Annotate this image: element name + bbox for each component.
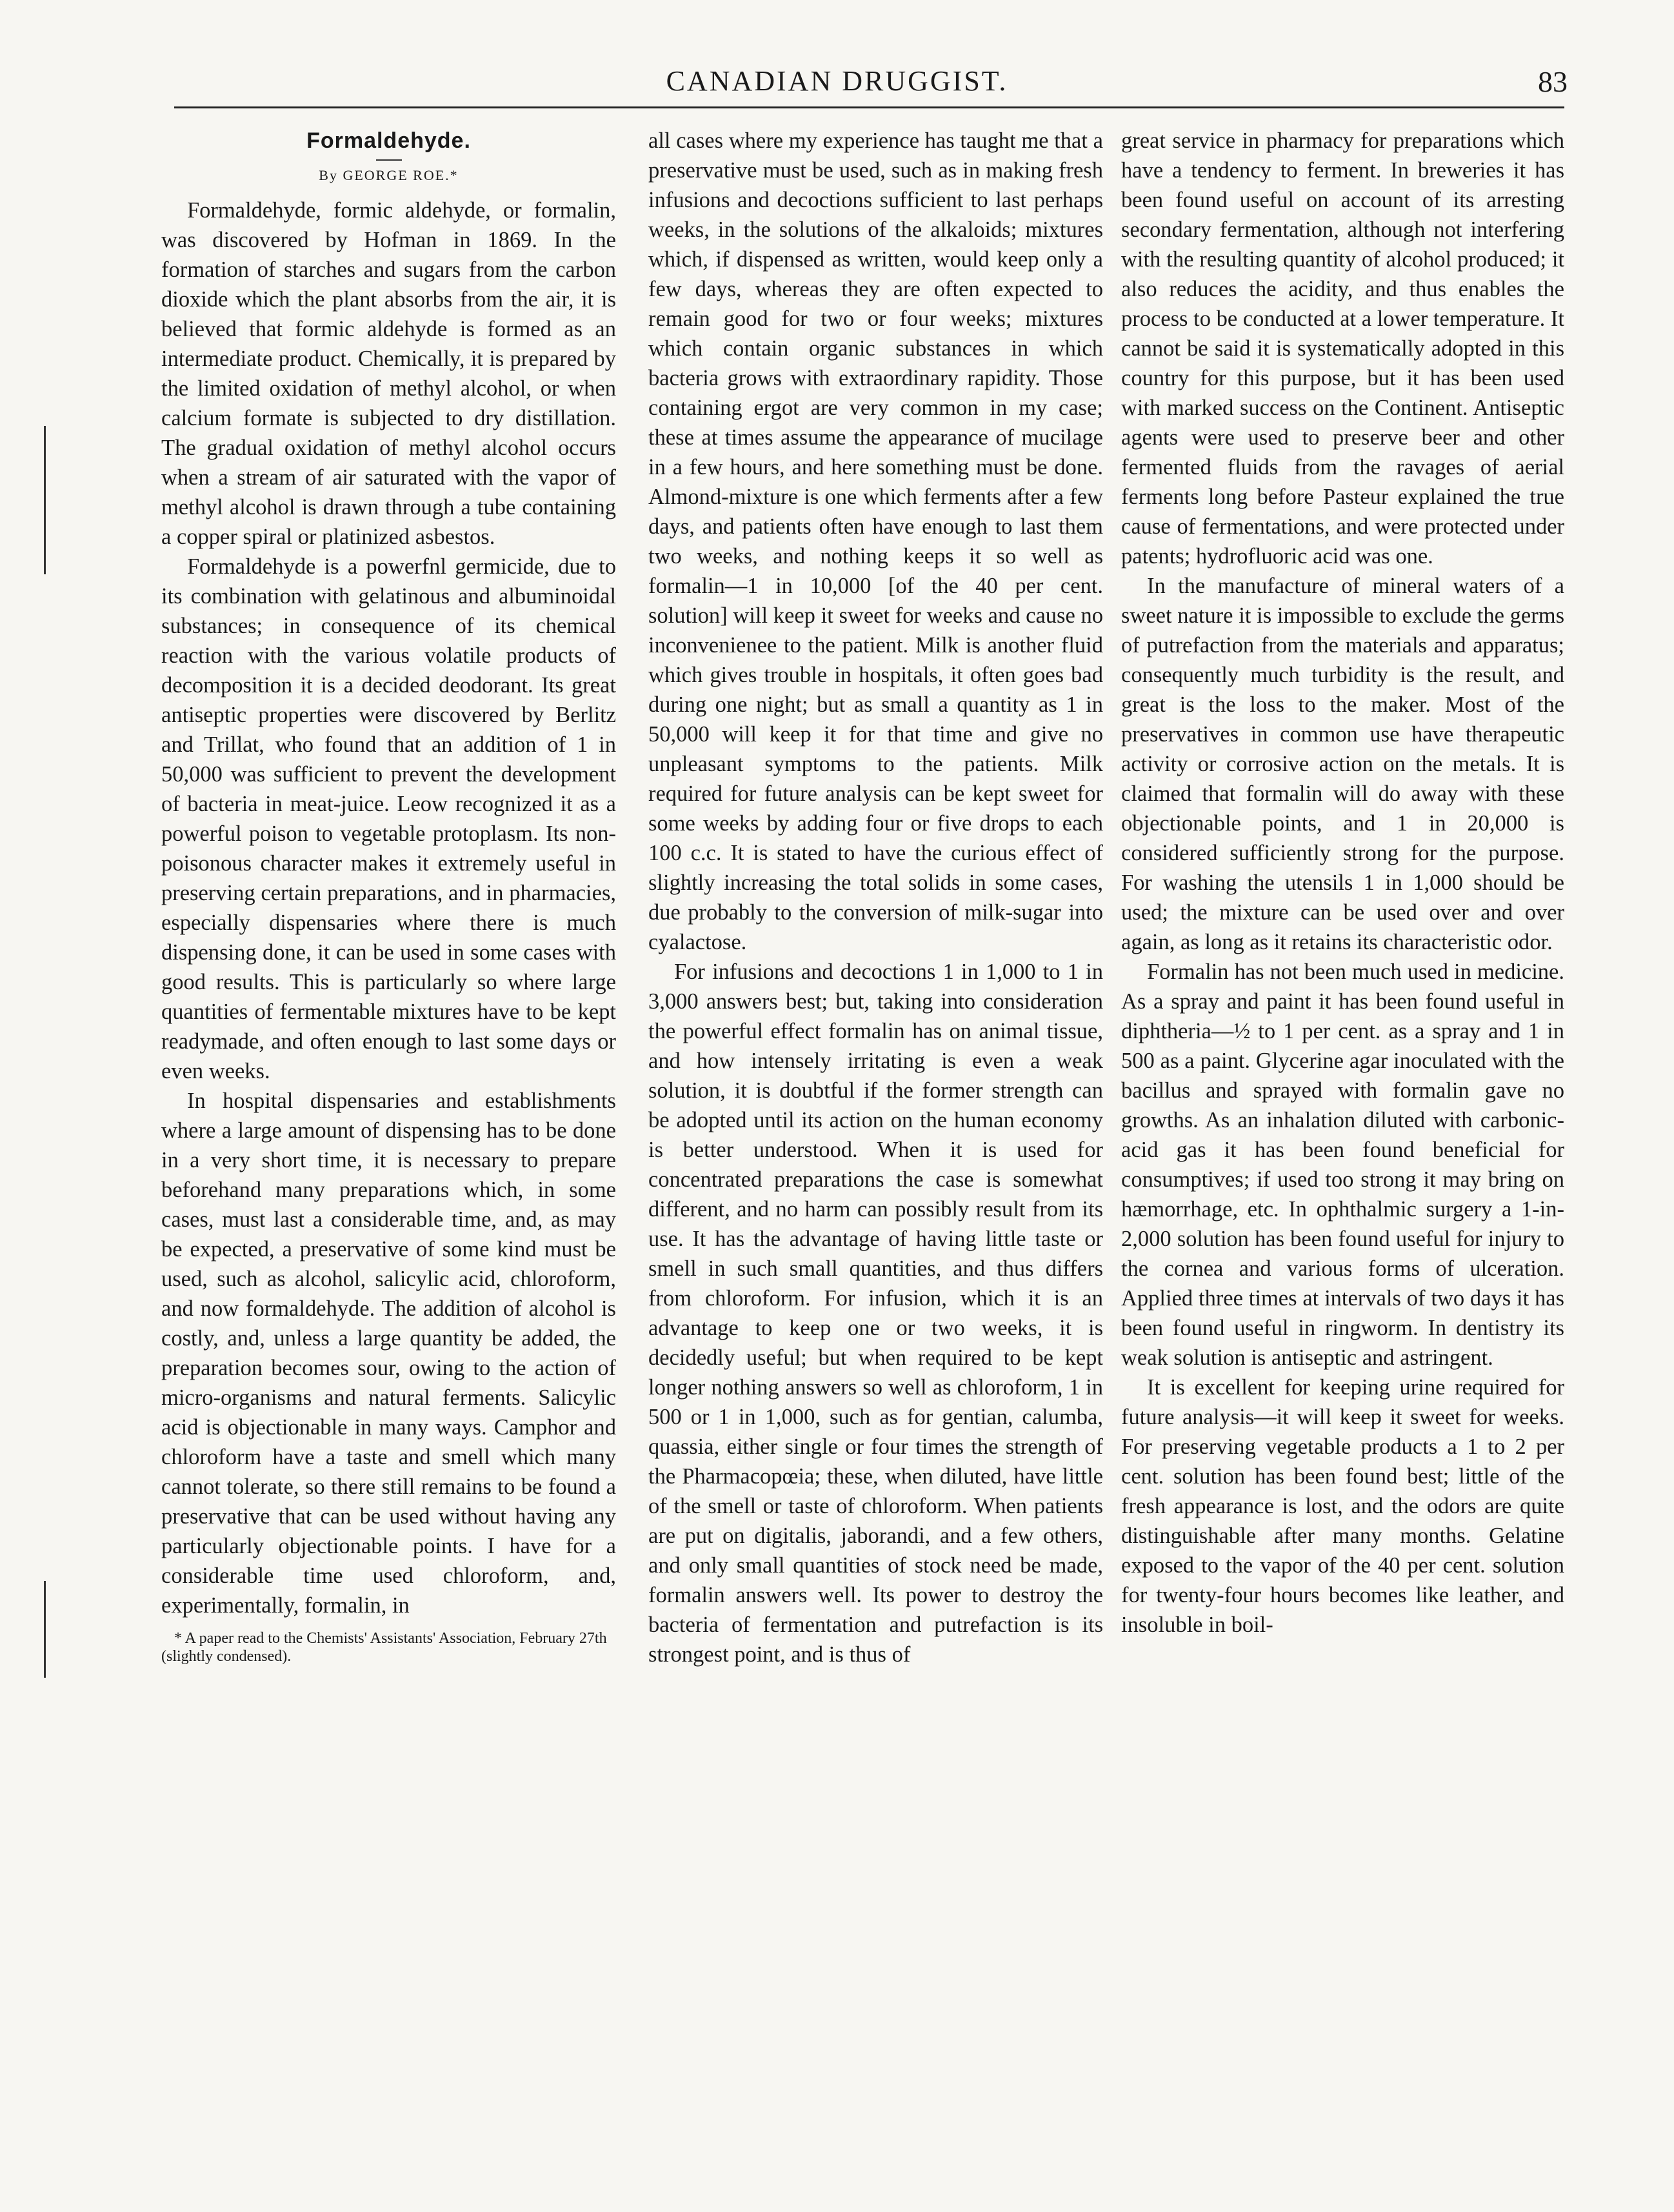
paragraph: Formalin has not been much used in medicine. As a spray and paint it has been found useful in diphtheria—½ to 1 per cent. as a spray and 1 in 500 as a paint. Glycerine agar inoculated with the bacillus and sprayed with formalin gave no growths. As an inhalation diluted with carbonic-acid gas it has been found beneficial for consumptives; if used too strong it may bring on hæmorrhage, etc. In ophthalmic surgery a 1-in-2,000 solution has been found useful for injury to the cornea and various forms of ulceration. Applied three times at intervals of two days it has been found useful in ringworm. In dentistry its weak solution is antiseptic and astringent.	[1121, 960, 1564, 1370]
paragraph: Formaldehyde, formic aldehyde, or formalin, was discovered by Hofman in 1869. In the formation of starches and sugars from the carbon dioxide which the plant absorbs from the air, it is believed that formic aldehyde is formed as an intermediate product. Chemically, it is prepared by the limited oxidation of methyl alcohol, or when calcium formate is subjected to dry distillation. The gradual oxidation of methyl alcohol occurs when a stream of air saturated with the vapor of methyl alcohol is drawn through a tube containing a copper spiral or platinized asbestos.	[161, 198, 616, 549]
column-3	[1121, 126, 1564, 1640]
margin-mark	[44, 1581, 46, 1678]
header-rule	[174, 106, 1564, 108]
paragraph: all cases where my experience has taught me that a preservative must be used, such as in making fresh infusions and decoctions sufficient to last perhaps weeks, in the solutions of the alkaloids; mixtures which, if dispensed as written, would keep only a few days, whereas they are often expected to remain good for two or four weeks; mixtures which contain organic substances in which bacteria grows with extraordinary rapidity. Those containing ergot are very common in my case; these at times assume the appearance of mucilage in a few hours, and here something must be done. Almond-mixture is one which ferments after a few days, and patients often have enough to last them two weeks, and nothing keeps it so well as formalin—1 in 10,000 [of the 40 per cent. solution] will keep it sweet for weeks and cause no inconvenienee to the patient. Milk is another fluid which gives trouble in hospitals, it often goes bad during one night; but as small a quantity as 1 in 50,000 will keep it for that time and give no unpleasant symptoms to the patients. Milk required for future analysis can be kept sweet for some weeks by adding four or five drops to each 100 c.c. It is stated to have the curious effect of slightly increasing the total solids in some cases, due probably to the conversion of milk-sugar into cyalactose.	[648, 128, 1103, 954]
column-1	[161, 126, 616, 1665]
paragraph: For infusions and decoctions 1 in 1,000 to 1 in 3,000 answers best; but, taking into consideration the powerful effect formalin has on animal tissue, and how intensely irritating is even a weak solution, it is doubtful if the former strength can be adopted until its action on the human economy is better understood. When it is used for concentrated preparations the case is somewhat different, and no harm can possibly result from its use. It has the advantage of having little taste or smell in such small quantities, and thus differs from chloroform. For infusion, which it is an advantage to keep one or two weeks, it is decidedly useful; but when required to be kept longer nothing answers so well as chloroform, 1 in 500 or 1 in 1,000, such as for gentian, calumba, quassia, either single or four times the strength of the Pharmacopœia; these, when diluted, have little of the smell or taste of chloroform. When patients are put on digitalis, jaborandi, and a few others, and only small quantities of stock need be made, formalin answers well. Its power to destroy the bacteria of fermentation and putrefaction is its strongest point, and is thus of	[648, 960, 1103, 1667]
article-title: Formaldehyde.	[306, 128, 471, 153]
margin-mark	[44, 426, 46, 574]
column-2	[648, 126, 1103, 1669]
paragraph: In hospital dispensaries and establishments where a large amount of dispensing has to be done in a very short time, it is necessary to prepare beforehand many preparations which, in some cases, must last a considerable time, and, as may be expected, a preservative of some kind must be used, such as alcohol, salicylic acid, chloroform, and now formaldehyde. The addition of alcohol is costly, and, unless a large quantity be added, the preparation becomes sour, owing to the action of micro-organisms and natural ferments. Salicylic acid is objectionable in many ways. Camphor and chloroform have a taste and smell which many cannot tolerate, so there still remains to be found a preservative that can be used without having any particularly objectionable points. I have for a considerable time used chloroform, and, experimentally, formalin, in	[161, 1089, 616, 1618]
footnote: * A paper read to the Chemists' Assistants' Association, February 27th (slightly condensed).	[161, 1630, 607, 1665]
running-head: CANADIAN DRUGGIST.	[666, 65, 1008, 97]
page-number: 83	[1538, 65, 1568, 98]
paragraph: In the manufacture of mineral waters of a sweet nature it is impossible to exclude the germs of putrefaction from the materials and apparatus; consequently much turbidity is the result, and great is the loss to the maker. Most of the preservatives in common use have therapeutic activity or corrosive action on the metals. It is claimed that formalin will do away with these objectionable points, and 1 in 20,000 is considered sufficiently strong for the purpose. For washing the utensils 1 in 1,000 should be used; the mixture can be used over and over again, as long as it retains its characteristic odor.	[1121, 574, 1564, 954]
byline: By GEORGE ROE.*	[319, 167, 459, 183]
paragraph: great service in pharmacy for preparations which have a tendency to ferment. In breweries it has been found useful on account of its arresting secondary fermentation, although not interfering with the resulting quantity of alcohol produced; it also reduces the acidity, and thus enables the process to be conducted at a lower temperature. It cannot be said it is systematically adopted in this country for this purpose, but it has been used with marked success on the Continent. Antiseptic agents were used to preserve beer and other fermented fluids from the ravages of aerial ferments long before Pasteur explained the true cause of fermentations, and were protected under patents; hydrofluoric acid was one.	[1121, 128, 1564, 568]
paragraph: Formaldehyde is a powerfnl germicide, due to its combination with gelatinous and albuminoidal substances; in consequence of its chemical reaction with the various volatile products of decomposition it is a decided deodorant. Its great antiseptic properties were discovered by Berlitz and Trillat, who found that an addition of 1 in 50,000 was sufficient to prevent the development of bacteria in meat-juice. Leow recognized it as a powerful poison to vegetable protoplasm. Its non-poisonous character makes it extremely useful in preserving certain preparations, and in pharmacies, especially dispensaries where there is much dispensing done, it can be used in some cases with good results. This is particularly so where large quantities of fermentable mixtures have to be kept readymade, and often enough to last some days or even weeks.	[161, 554, 616, 1083]
paragraph: It is excellent for keeping urine required for future analysis—it will keep it sweet for weeks. For preserving vegetable products a 1 to 2 per cent. solution has been found best; little of the fresh appearance is lost, and the odors are quite distinguishable after many months. Gelatine exposed to the vapor of the 40 per cent. solution for twenty-four hours becomes like leather, and insoluble in boil-	[1121, 1375, 1564, 1637]
